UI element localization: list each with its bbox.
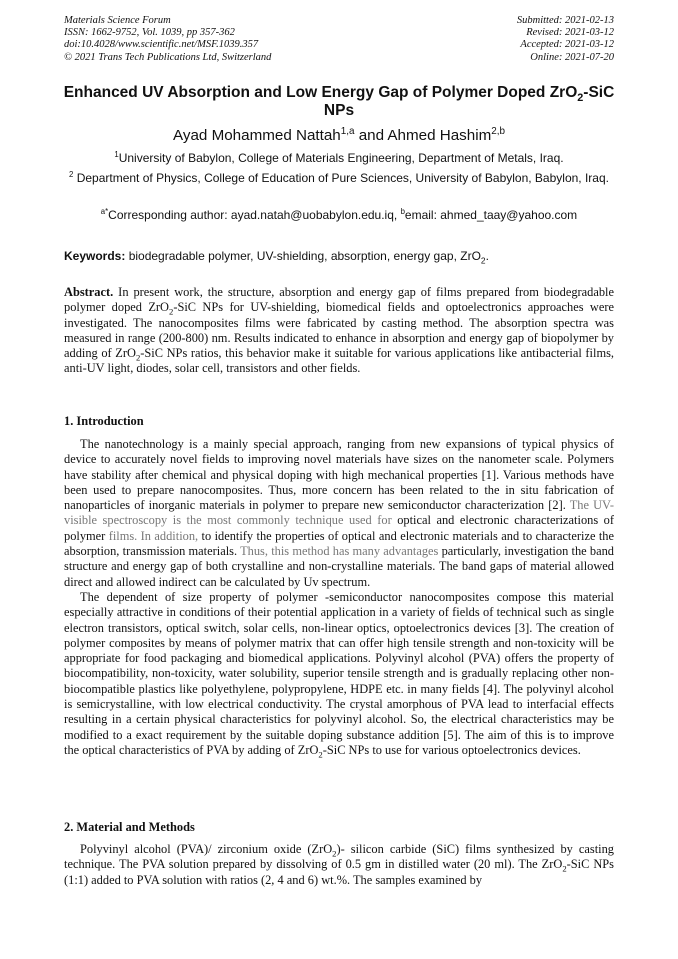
methods-paragraph-1: Polyvinyl alcohol (PVA)/ zirconium oxide (ZrO$_2$)- silicon carbide (SiC) films synthesized by casting technique. The PVA solution prepared by dissolving of 0.5 gm in distilled water (20 ml). The ZrO$_2$-SiC NPs (1:1) added to PVA solution with ratios (2, 4 and 6) wt.%. The samples examined by bbox=[64, 842, 615, 887]
accepted-date: Accepted: 2021-03-12 bbox=[520, 39, 614, 51]
issn-line: ISSN: 1662-9752, Vol. 1039, pp 357-362 bbox=[64, 27, 235, 39]
corresponding-author: $^{a*}$Corresponding author: ayad.natah@uobabylon.edu.iq, $^b$email: ahmed_taay@yahoo.com bbox=[100, 207, 578, 222]
author-2: Ahmed Hashim bbox=[387, 127, 492, 144]
copyright-line: © 2021 Trans Tech Publications Ltd, Switzerland bbox=[64, 51, 272, 63]
keywords: Keywords: biodegradable polymer, UV-shielding, absorption, energy gap, ZrO$_2$. bbox=[64, 249, 489, 266]
intro-paragraph-1: The nanotechnology is a mainly special approach, ranging from new expansions of typical physics of device to accurately novel fields to improving novel materials have sizes on the nanometer scale. Polymers have stability after chemical and physical doping with high mechanical properties [1]. Various methods have been used to prepare nanocomposites. Thus, more concern has been related to the in situ fabrication of nanoparticles of inorganic materials in polymer to prepare new semiconductor characterization [2]. The UV-visible spectroscopy is the most commonly technique used for optical and electronic characterizations of polymer films. In addition, to identify the properties of optical and electronic materials and to characterize the absorption, transmission materials. Thus, this method has many advantages particularly, investigation the band structure and energy gap of both crystalline and non-crystalline materials. The band gaps of material allowed direct and allowed indirect can be calculated by Uv spectrum. bbox=[64, 437, 614, 589]
author-1: Ayad Mohammed Nattah bbox=[173, 127, 341, 144]
intro-paragraph-2: The dependent of size property of polymer -semiconductor nanocomposites compose this material especially attractive in conditions of their potential application in a variety of fields of technical such as single electron transistors, optical switch, solar cells, non-linear optics, optoelectronics devices [3]. The creation of polymer composites by means of polymer matrix that can offer high tensile strength and non-toxicity will be appropriate for food packaging and biomedical applications. Polyvinyl alcohol (PVA) offers the property of biocompatibility, non-toxicity, water solubility, superior tensile strength and is gradually replacing other non-biocompatible plastics like polyethylene, polypropylene, HDPE etc. in many fields [4]. The polyvinyl alcohol is semicrystalline, with low electrical conductivity. The crystal amorphous of PVA lead to interfacial effects resulting in a certain physical characteristics for polyvinyl alcohol. So, the electrical characteristics may be modified to a exact requirement by the suitable doping substance addition [5]. The aim of this is to improve the optical characteristics of PVA by adding of ZrO$_2$-SiC NPs to use for various optoelectronics devices. bbox=[64, 589, 614, 760]
section-heading-methods: 2. Material and Methods bbox=[64, 820, 195, 834]
methods-body bbox=[64, 842, 614, 888]
paper-title: Enhanced UV Absorption and Low Energy Gap of Polymer Doped ZrO$_2$-SiC NPs bbox=[63, 84, 615, 119]
journal-name: Materials Science Forum bbox=[64, 15, 171, 26]
revised-date: Revised: 2021-03-12 bbox=[526, 27, 614, 39]
online-date: Online: 2021-07-20 bbox=[530, 51, 614, 63]
introduction-body bbox=[64, 437, 614, 758]
affiliation-2: $^2$ Department of Physics, College of Education of Pure Sciences, University of Babylon, Babylon, Iraq. bbox=[69, 170, 609, 185]
affiliation-1: $^1$University of Babylon, College of Materials Engineering, Department of Metals, Iraq. bbox=[114, 150, 564, 165]
section-heading-introduction: 1. Introduction bbox=[64, 414, 144, 428]
doi-line[interactable]: doi:10.4028/www.scientific.net/MSF.1039.357 bbox=[64, 39, 259, 51]
journal-header bbox=[64, 15, 271, 64]
abstract: Abstract. In present work, the structure, absorption and energy gap of films prepared from biodegradable polymer doped ZrO$_2$-SiC NPs for UV-shielding, biomedical fields and optoelectronics approaches were investigated. The nanocomposites films were fabricated by casting method. The absorption spectra was measured in range (200-800) nm. Results indicated to enhance in absorption and energy gap of biopolymer by adding of ZrO$_2$-SiC NPs ratios, this behavior make it suitable for various applications like antibacterial films, anti-UV light, diodes, solar cell, transistors and other fields. bbox=[64, 285, 614, 376]
submitted-date: Submitted: 2021-02-13 bbox=[516, 15, 614, 26]
author-list: Ayad Mohammed Nattah$^{1,a}$ and Ahmed Hashim$^{2,b}$ bbox=[173, 125, 505, 144]
dates-header bbox=[517, 15, 614, 64]
